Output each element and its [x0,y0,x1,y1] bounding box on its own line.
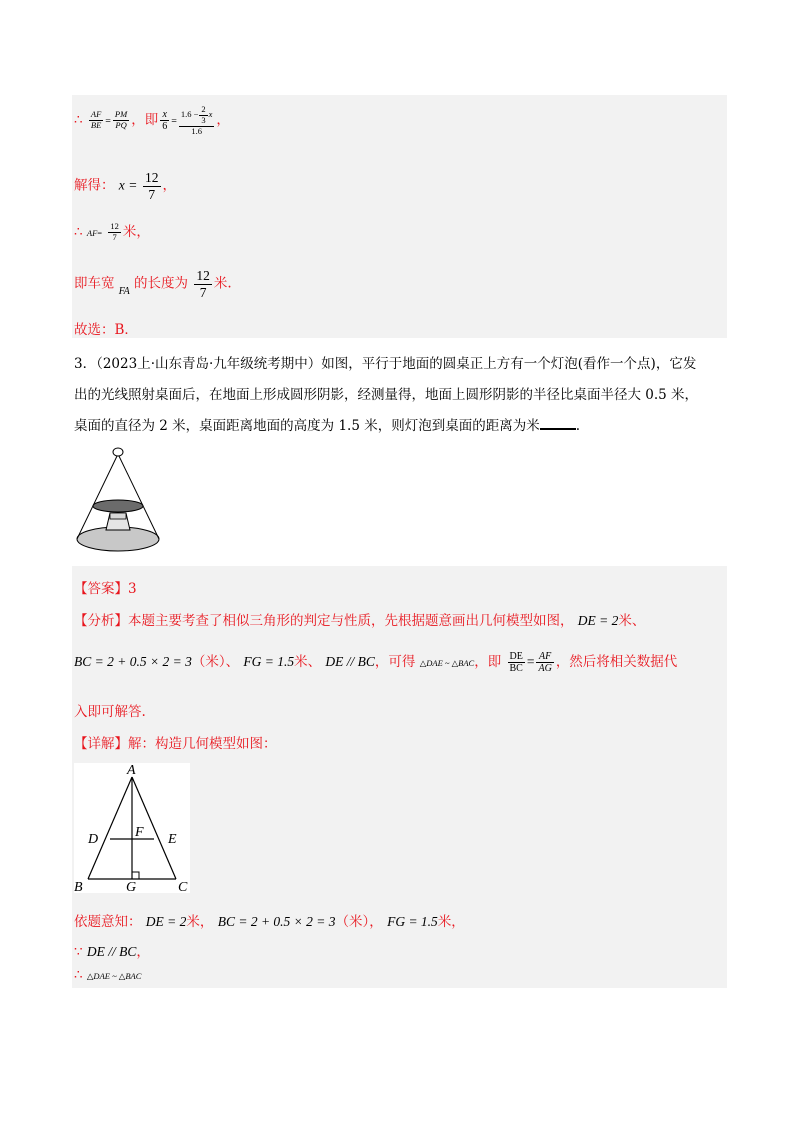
floor-shadow-ellipse [77,527,159,551]
fraction-pm-pq: $\frac{PM}{PQ}$ [114,109,128,131]
fraction-de-bc: $\frac{DE}{BC}$ [509,650,523,674]
fraction-af-ag: $\frac{AF}{AG}$ [538,650,552,674]
label-a: A [127,763,136,778]
fraction-12-7: $\frac{12}{7}$ [145,170,159,202]
table-top-ellipse [93,500,143,512]
table-stem [110,513,126,519]
answer-blank [540,417,576,430]
fraction-af-be: $\frac{AF}{BE}$ [90,109,102,131]
choice-line: 故选：B． [74,322,138,338]
fraction-complex: 1.6 − $\frac{2}{3}$ x 1.6 [180,104,213,136]
fraction-12-7-small: $\frac{12}{7}$ [110,221,119,242]
known-line: 依题意知： DE = 2米， BC = 2 + 0.5 × 2 = 3（米）， FG = 1.5米， [74,914,465,930]
bulb-circle [113,448,123,456]
therefore-symbol: ∴ [74,112,83,129]
label-f: F [135,825,144,840]
parallel-line: ∵ DE // BC， [74,944,150,960]
fraction-x-6: $\frac{x}{6}$ [162,108,168,133]
label-b: B [74,880,83,893]
width-line: 即车宽 $_{FA}$ 的长度为 $\frac{12}{7}$ 米. [74,268,232,300]
answer-line: 【答案】3 [74,581,137,597]
analysis-line-1: 【分析】本题主要考查了相似三角形的判定与性质，先根据题意画出几何模型如图， DE = 2米、 [74,613,646,629]
lamp-table-figure [74,446,164,566]
label-d: D [88,832,99,847]
question-line-3: 桌面的直径为 2 米，桌面距离地面的高度为 1.5 米，则灯泡到桌面的距离为米 . [74,418,581,434]
similar-line: ∴ △DAE ~ △BAC [74,967,142,983]
question-line-2: 出的光线照射桌面后，在地面上形成圆形阴影，经测量得，地面上圆形阴影的半径比桌面半径大 0.5 米， [74,387,699,403]
label-c: C [178,880,188,893]
question-line-1: 3．（2023上·山东青岛·九年级统考期中）如图，平行于地面的圆桌正上方有一个灯泡(看作一个点)，它发 [74,356,697,372]
analysis-line-2: BC = 2 + 0.5 × 2 = 3（米）、 FG = 1.5米、 DE // BC，可得 △DAE ~ △BAC，即 $\frac{DE}{BC}$ = $\frac{AF}{AG}$ ，然后将相关数据代 [74,650,678,674]
triangle-model-figure [74,763,190,893]
label-g: G [126,880,137,893]
analysis-line-3: 入即可解答. [74,704,146,720]
fraction-12-7-width: $\frac{12}{7}$ [196,268,210,300]
solve-line: 解得： x = $\frac{12}{7}$ ， [74,170,177,202]
detail-line: 【详解】解：构造几何模型如图： [74,736,277,752]
label-e: E [168,832,177,847]
proportion-line: ∴ $\frac{AF}{BE}$ = $\frac{PM}{PQ}$ ，即 $\frac{x}{6}$ = 1.6 − $\frac{2}{3}$ x 1.6 ， [74,104,230,136]
af-value-line: ∴ AF= $\frac{12}{7}$ 米， [74,221,150,242]
